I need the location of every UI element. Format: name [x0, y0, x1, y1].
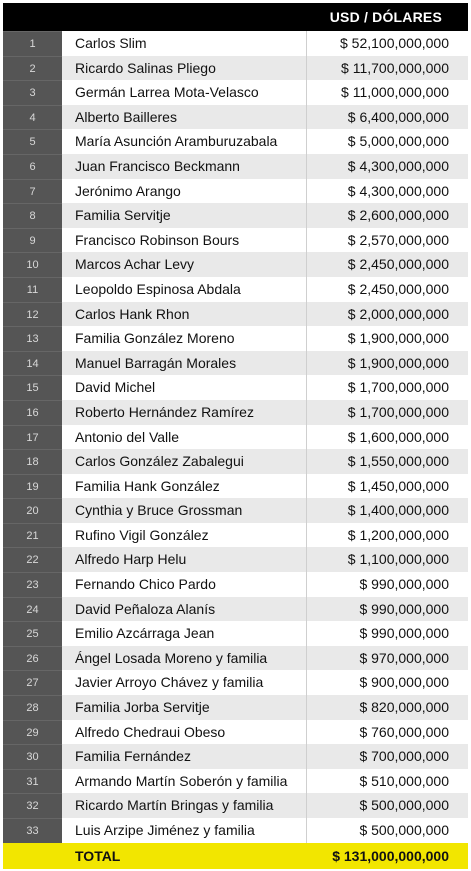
rank-cell: 5 — [3, 129, 62, 154]
table-row — [3, 203, 468, 228]
amount-cell: $ 990,000,000 — [307, 572, 468, 597]
amount-cell: $ 900,000,000 — [307, 670, 468, 695]
rank-cell: 8 — [3, 203, 62, 228]
rank-cell: 31 — [3, 769, 62, 794]
name-cell: María Asunción Aramburuzabala — [62, 129, 306, 154]
amount-cell: $ 2,450,000,000 — [307, 277, 468, 302]
rank-cell: 9 — [3, 228, 62, 253]
table-row — [3, 449, 468, 474]
table-row — [3, 769, 468, 794]
table-row — [3, 572, 468, 597]
name-cell: David Peñaloza Alanís — [62, 597, 306, 622]
name-cell: Familia Fernández — [62, 744, 306, 769]
table-row — [3, 80, 468, 105]
amount-cell: $ 52,100,000,000 — [307, 31, 468, 56]
rank-cell: 26 — [3, 646, 62, 671]
rank-cell: 1 — [3, 31, 62, 56]
rank-cell: 23 — [3, 572, 62, 597]
rank-cell: 3 — [3, 80, 62, 105]
amount-cell: $ 970,000,000 — [307, 646, 468, 671]
amount-cell: $ 1,200,000,000 — [307, 523, 468, 548]
total-label: TOTAL — [75, 847, 121, 864]
amount-cell: $ 1,450,000,000 — [307, 474, 468, 499]
table-header — [3, 3, 468, 31]
amount-cell: $ 500,000,000 — [307, 818, 468, 843]
table-row — [3, 621, 468, 646]
amount-cell: $ 2,000,000,000 — [307, 302, 468, 327]
table-row — [3, 498, 468, 523]
amount-cell: $ 500,000,000 — [307, 793, 468, 818]
rank-cell: 2 — [3, 56, 62, 81]
name-cell: Roberto Hernández Ramírez — [62, 400, 306, 425]
table-row — [3, 351, 468, 376]
name-cell: Carlos Slim — [62, 31, 306, 56]
name-cell: Germán Larrea Mota-Velasco — [62, 80, 306, 105]
name-cell: Armando Martín Soberón y familia — [62, 769, 306, 794]
amount-cell: $ 2,450,000,000 — [307, 252, 468, 277]
table-row — [3, 326, 468, 351]
amount-cell: $ 2,600,000,000 — [307, 203, 468, 228]
rank-cell: 20 — [3, 498, 62, 523]
table-row — [3, 400, 468, 425]
table-row — [3, 744, 468, 769]
rank-cell: 6 — [3, 154, 62, 179]
amount-cell: $ 820,000,000 — [307, 695, 468, 720]
amount-cell: $ 11,000,000,000 — [307, 80, 468, 105]
total-row — [3, 843, 468, 869]
name-cell: Familia Hank González — [62, 474, 306, 499]
name-cell: Ricardo Martín Bringas y familia — [62, 793, 306, 818]
name-cell: Javier Arroyo Chávez y familia — [62, 670, 306, 695]
wealth-table — [3, 3, 468, 869]
name-cell: Alberto Bailleres — [62, 105, 306, 130]
table-row — [3, 105, 468, 130]
name-cell: Carlos González Zabalegui — [62, 449, 306, 474]
table-row — [3, 474, 468, 499]
name-cell: David Michel — [62, 375, 306, 400]
table-row — [3, 695, 468, 720]
name-cell: Manuel Barragán Morales — [62, 351, 306, 376]
table-row — [3, 154, 468, 179]
table-row — [3, 720, 468, 745]
rank-cell: 13 — [3, 326, 62, 351]
amount-cell: $ 1,100,000,000 — [307, 547, 468, 572]
rank-cell: 28 — [3, 695, 62, 720]
table-row — [3, 425, 468, 450]
amount-cell: $ 11,700,000,000 — [307, 56, 468, 81]
rank-cell: 10 — [3, 252, 62, 277]
name-cell: Familia Servitje — [62, 203, 306, 228]
rank-cell: 30 — [3, 744, 62, 769]
amount-cell: $ 6,400,000,000 — [307, 105, 468, 130]
name-cell: Juan Francisco Beckmann — [62, 154, 306, 179]
table-body — [3, 31, 468, 843]
amount-cell: $ 700,000,000 — [307, 744, 468, 769]
name-cell: Luis Arzipe Jiménez y familia — [62, 818, 306, 843]
name-cell: Leopoldo Espinosa Abdala — [62, 277, 306, 302]
name-cell: Jerónimo Arango — [62, 179, 306, 204]
amount-cell: $ 1,700,000,000 — [307, 400, 468, 425]
table-row — [3, 670, 468, 695]
table-row — [3, 129, 468, 154]
table-row — [3, 597, 468, 622]
rank-cell: 33 — [3, 818, 62, 843]
table-row — [3, 523, 468, 548]
name-cell: Antonio del Valle — [62, 425, 306, 450]
rank-cell: 22 — [3, 547, 62, 572]
rank-cell: 7 — [3, 179, 62, 204]
rank-cell: 16 — [3, 400, 62, 425]
amount-cell: $ 1,700,000,000 — [307, 375, 468, 400]
table-row — [3, 646, 468, 671]
name-cell: Carlos Hank Rhon — [62, 302, 306, 327]
name-cell: Fernando Chico Pardo — [62, 572, 306, 597]
rank-cell: 21 — [3, 523, 62, 548]
amount-cell: $ 4,300,000,000 — [307, 179, 468, 204]
rank-cell: 32 — [3, 793, 62, 818]
rank-cell: 17 — [3, 425, 62, 450]
table-row — [3, 302, 468, 327]
rank-cell: 14 — [3, 351, 62, 376]
table-row — [3, 375, 468, 400]
name-cell: Marcos Achar Levy — [62, 252, 306, 277]
amount-cell: $ 1,600,000,000 — [307, 425, 468, 450]
name-cell: Francisco Robinson Bours — [62, 228, 306, 253]
rank-cell: 24 — [3, 597, 62, 622]
rank-cell: 11 — [3, 277, 62, 302]
rank-cell: 29 — [3, 720, 62, 745]
rank-cell: 19 — [3, 474, 62, 499]
name-cell: Emilio Azcárraga Jean — [62, 621, 306, 646]
table-row — [3, 818, 468, 843]
table-row — [3, 56, 468, 81]
name-cell: Ángel Losada Moreno y familia — [62, 646, 306, 671]
amount-cell: $ 1,900,000,000 — [307, 326, 468, 351]
amount-cell: $ 2,570,000,000 — [307, 228, 468, 253]
rank-cell: 15 — [3, 375, 62, 400]
amount-cell: $ 1,550,000,000 — [307, 449, 468, 474]
rank-cell: 27 — [3, 670, 62, 695]
rank-cell: 18 — [3, 449, 62, 474]
amount-cell: $ 990,000,000 — [307, 621, 468, 646]
name-cell: Rufino Vigil González — [62, 523, 306, 548]
amount-cell: $ 510,000,000 — [307, 769, 468, 794]
rank-cell: 12 — [3, 302, 62, 327]
table-row — [3, 179, 468, 204]
amount-cell: $ 1,900,000,000 — [307, 351, 468, 376]
currency-column-header: USD / DÓLARES — [329, 9, 442, 25]
table-row — [3, 228, 468, 253]
table-row — [3, 252, 468, 277]
name-cell: Alfredo Chedraui Obeso — [62, 720, 306, 745]
table-row — [3, 31, 468, 56]
amount-cell: $ 5,000,000,000 — [307, 129, 468, 154]
amount-cell: $ 760,000,000 — [307, 720, 468, 745]
amount-cell: $ 4,300,000,000 — [307, 154, 468, 179]
amount-cell: $ 1,400,000,000 — [307, 498, 468, 523]
rank-cell: 4 — [3, 105, 62, 130]
table-row — [3, 547, 468, 572]
amount-cell: $ 990,000,000 — [307, 597, 468, 622]
table-row — [3, 277, 468, 302]
name-cell: Familia Jorba Servitje — [62, 695, 306, 720]
name-cell: Alfredo Harp Helu — [62, 547, 306, 572]
table-row — [3, 793, 468, 818]
total-amount: $ 131,000,000,000 — [332, 847, 449, 864]
name-cell: Ricardo Salinas Pliego — [62, 56, 306, 81]
rank-cell: 25 — [3, 621, 62, 646]
name-cell: Familia González Moreno — [62, 326, 306, 351]
name-cell: Cynthia y Bruce Grossman — [62, 498, 306, 523]
